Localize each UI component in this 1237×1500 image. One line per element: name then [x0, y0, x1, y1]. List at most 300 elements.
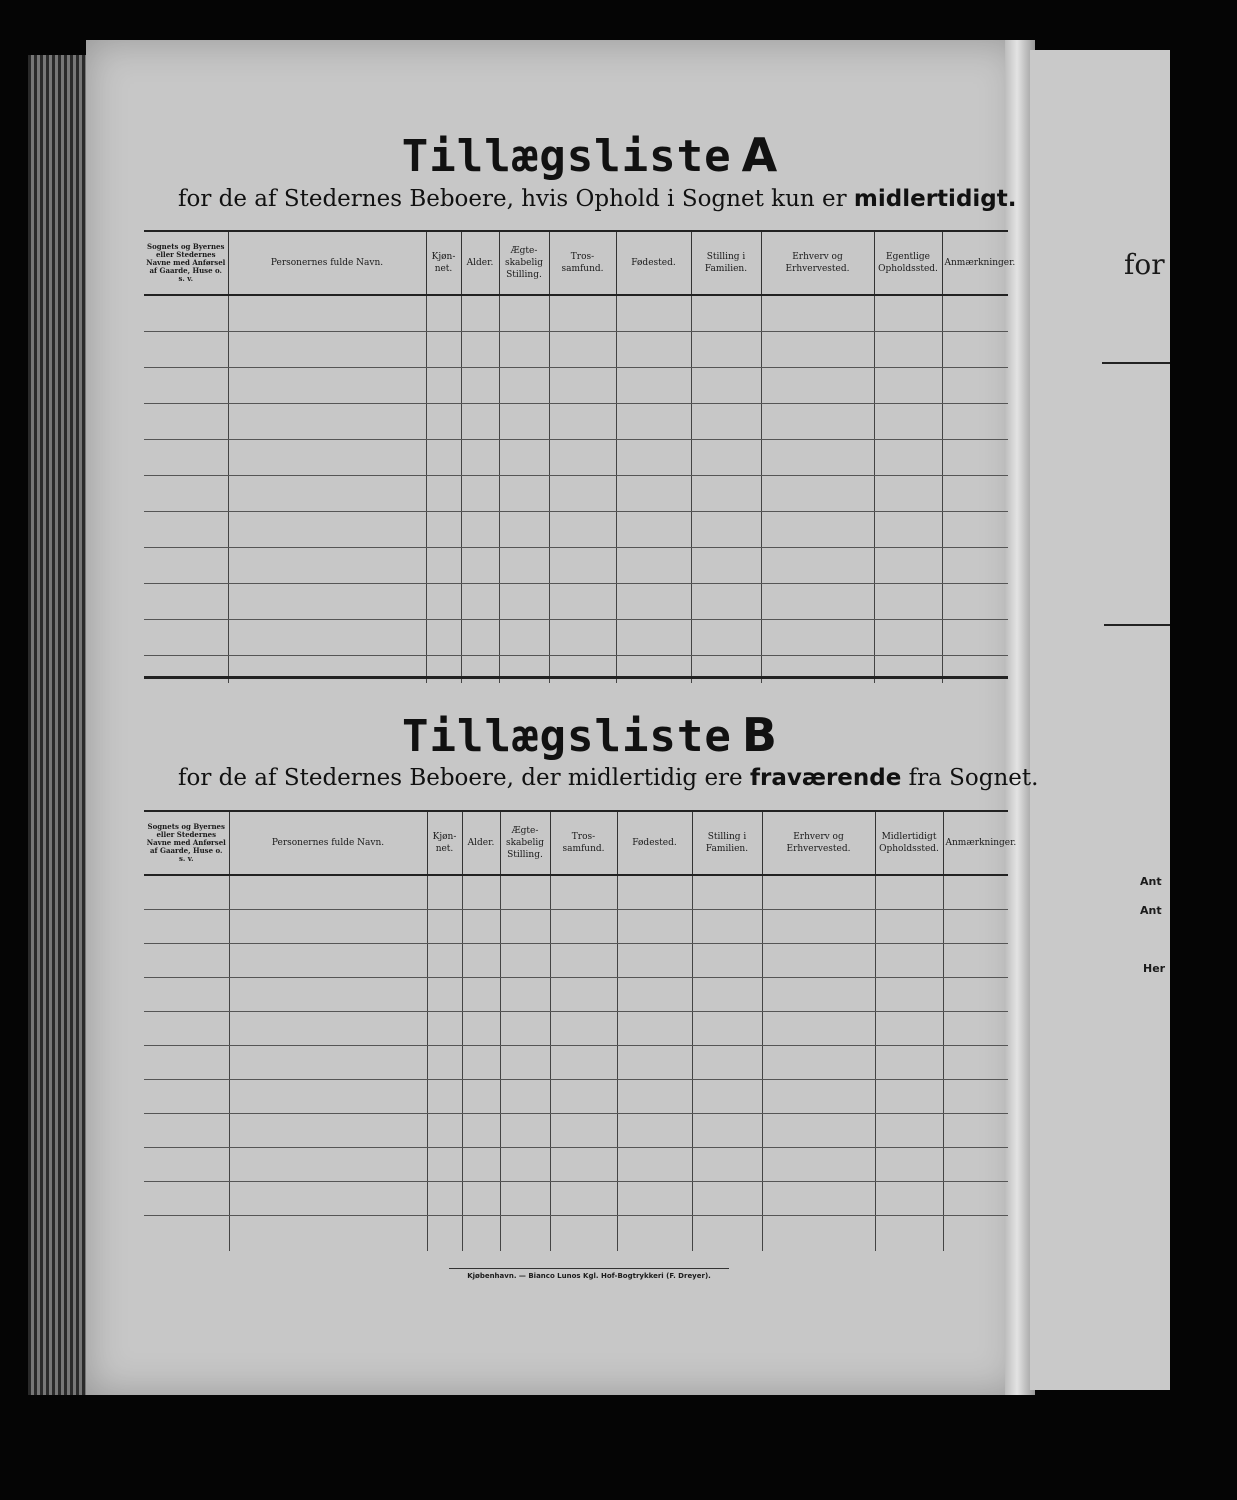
table-cell	[942, 511, 1008, 547]
facing-page-for: for	[1124, 248, 1165, 281]
table-cell	[461, 403, 499, 439]
table-cell	[762, 1045, 875, 1079]
table-cell	[229, 1113, 427, 1147]
table-cell	[427, 1079, 462, 1113]
table-cell	[762, 1113, 875, 1147]
a-col-birthplace: Fødested.	[616, 231, 691, 295]
table-row	[144, 331, 1008, 367]
table-row	[144, 875, 1008, 909]
table-cell	[426, 439, 461, 475]
table-cell	[228, 367, 426, 403]
table-cell	[144, 511, 228, 547]
table-cell	[549, 475, 616, 511]
table-cell	[692, 875, 762, 909]
table-cell	[942, 331, 1008, 367]
a-col-sex: Kjøn- net.	[426, 231, 461, 295]
table-cell	[616, 367, 691, 403]
table-cell	[461, 439, 499, 475]
table-cell	[550, 1045, 617, 1079]
table-cell	[144, 403, 228, 439]
table-row	[144, 619, 1008, 655]
table-cell	[942, 619, 1008, 655]
section-a-subtitle-text: for de af Stedernes Beboere, hvis Ophold i Sognet kun er	[178, 186, 854, 212]
table-cell	[427, 1147, 462, 1181]
table-cell	[875, 1181, 943, 1215]
table-row	[144, 977, 1008, 1011]
table-cell	[228, 439, 426, 475]
table-cell	[874, 583, 942, 619]
table-cell	[461, 475, 499, 511]
table-cell	[229, 1215, 427, 1251]
facing-page-rule	[1104, 624, 1170, 626]
table-cell	[228, 295, 426, 331]
table-cell	[617, 875, 692, 909]
table-cell	[229, 1011, 427, 1045]
table-cell	[692, 1147, 762, 1181]
table-cell	[617, 1045, 692, 1079]
table-cell	[427, 1113, 462, 1147]
b-col-birthplace: Fødested.	[617, 811, 692, 875]
table-cell	[691, 367, 761, 403]
table-cell	[942, 475, 1008, 511]
b-col-location: Sognets og Byernes eller Stedernes Navne med Anførsel af Gaarde, Huse o. s. v.	[144, 811, 229, 875]
table-cell	[499, 295, 549, 331]
table-cell	[144, 475, 228, 511]
table-cell	[426, 295, 461, 331]
table-cell	[500, 1011, 550, 1045]
table-cell	[462, 1147, 500, 1181]
table-cell	[761, 439, 874, 475]
table-cell	[462, 909, 500, 943]
table-cell	[426, 367, 461, 403]
table-cell	[229, 1079, 427, 1113]
table-cell	[761, 511, 874, 547]
table-row	[144, 403, 1008, 439]
table-cell	[500, 1147, 550, 1181]
table-cell	[228, 583, 426, 619]
table-cell	[144, 619, 228, 655]
table-cell	[499, 403, 549, 439]
table-cell	[228, 403, 426, 439]
table-cell	[617, 1079, 692, 1113]
table-cell	[549, 331, 616, 367]
table-cell	[549, 511, 616, 547]
a-col-name: Personernes fulde Navn.	[228, 231, 426, 295]
table-cell	[616, 475, 691, 511]
table-cell	[228, 475, 426, 511]
table-cell	[692, 1045, 762, 1079]
facing-page-rule	[1102, 362, 1170, 364]
table-row	[144, 475, 1008, 511]
table-cell	[874, 367, 942, 403]
table-cell	[617, 1215, 692, 1251]
section-b-table	[144, 810, 1017, 1251]
table-cell	[874, 295, 942, 331]
table-cell	[229, 943, 427, 977]
table-cell	[616, 619, 691, 655]
table-cell	[617, 1113, 692, 1147]
table-cell	[616, 403, 691, 439]
table-cell	[761, 367, 874, 403]
table-cell	[426, 475, 461, 511]
b-col-occupation: Erhverv og Erhvervested.	[762, 811, 875, 875]
table-cell	[762, 909, 875, 943]
a-col-location: Sognets og Byernes eller Stedernes Navne med Anførsel af Gaarde, Huse o. s. v.	[144, 231, 228, 295]
table-cell	[943, 1113, 1008, 1147]
table-cell	[943, 1181, 1008, 1215]
table-cell	[691, 511, 761, 547]
table-cell	[144, 1045, 229, 1079]
table-cell	[461, 619, 499, 655]
table-cell	[874, 439, 942, 475]
table-cell	[144, 943, 229, 977]
table-cell	[462, 977, 500, 1011]
table-row	[144, 295, 1008, 331]
table-cell	[692, 1079, 762, 1113]
table-cell	[144, 1181, 229, 1215]
table-cell	[500, 1045, 550, 1079]
table-cell	[144, 875, 229, 909]
table-cell	[461, 295, 499, 331]
table-cell	[229, 1181, 427, 1215]
table-cell	[144, 1147, 229, 1181]
section-b-subtitle-emphasis: fraværende	[749, 765, 902, 791]
table-cell	[691, 403, 761, 439]
table-cell	[549, 439, 616, 475]
table-cell	[692, 943, 762, 977]
table-cell	[617, 977, 692, 1011]
section-divider	[144, 676, 1008, 679]
b-col-family-position: Stilling i Familien.	[692, 811, 762, 875]
table-cell	[691, 439, 761, 475]
a-col-occupation: Erhverv og Erhvervested.	[761, 231, 874, 295]
section-b-header-row	[144, 811, 1008, 875]
table-cell	[426, 583, 461, 619]
table-cell	[943, 1079, 1008, 1113]
table-cell	[550, 943, 617, 977]
section-b-subtitle	[178, 765, 1038, 791]
table-cell	[616, 439, 691, 475]
table-cell	[942, 403, 1008, 439]
facing-page-fragment: Ant	[1140, 875, 1162, 888]
table-cell	[426, 331, 461, 367]
table-cell	[500, 943, 550, 977]
b-col-remarks: Anmærkninger.	[943, 811, 1008, 875]
table-cell	[499, 331, 549, 367]
table-cell	[500, 1079, 550, 1113]
table-row	[144, 583, 1008, 619]
table-cell	[762, 977, 875, 1011]
table-cell	[874, 511, 942, 547]
table-cell	[616, 331, 691, 367]
table-cell	[228, 511, 426, 547]
table-cell	[144, 1113, 229, 1147]
a-col-remarks: Anmærkninger.	[942, 231, 1008, 295]
table-cell	[762, 1215, 875, 1251]
table-cell	[549, 583, 616, 619]
section-a-heading	[380, 128, 800, 182]
table-cell	[942, 295, 1008, 331]
table-cell	[875, 1045, 943, 1079]
table-cell	[617, 943, 692, 977]
table-cell	[617, 1147, 692, 1181]
table-cell	[874, 475, 942, 511]
section-b-letter: B	[741, 708, 778, 762]
table-cell	[500, 1113, 550, 1147]
table-cell	[550, 1079, 617, 1113]
table-cell	[427, 1215, 462, 1251]
table-cell	[144, 583, 228, 619]
table-cell	[500, 875, 550, 909]
table-cell	[461, 583, 499, 619]
table-cell	[462, 1181, 500, 1215]
table-cell	[549, 403, 616, 439]
table-row	[144, 1181, 1008, 1215]
b-col-temporary-residence: Midlertidigt Opholdssted.	[875, 811, 943, 875]
table-cell	[692, 1113, 762, 1147]
table-cell	[875, 875, 943, 909]
table-cell	[550, 1147, 617, 1181]
section-a-header-row	[144, 231, 1008, 295]
table-cell	[499, 583, 549, 619]
table-cell	[550, 977, 617, 1011]
table-cell	[875, 1215, 943, 1251]
table-cell	[427, 1181, 462, 1215]
table-cell	[461, 331, 499, 367]
table-cell	[761, 547, 874, 583]
table-cell	[500, 1215, 550, 1251]
table-cell	[228, 547, 426, 583]
table-cell	[761, 475, 874, 511]
a-col-age: Alder.	[461, 231, 499, 295]
table-cell	[875, 943, 943, 977]
table-cell	[692, 1011, 762, 1045]
section-b-subtitle-end: fra Sognet.	[901, 765, 1039, 791]
table-cell	[616, 583, 691, 619]
table-cell	[943, 1045, 1008, 1079]
table-cell	[229, 875, 427, 909]
section-b-subtitle-text: for de af Stedernes Beboere, der midlertidig ere	[178, 765, 750, 791]
table-cell	[616, 547, 691, 583]
table-cell	[427, 1011, 462, 1045]
table-cell	[761, 619, 874, 655]
table-cell	[691, 475, 761, 511]
b-col-age: Alder.	[462, 811, 500, 875]
section-a-letter: A	[741, 128, 779, 182]
table-cell	[499, 439, 549, 475]
table-cell	[427, 875, 462, 909]
table-cell	[144, 295, 228, 331]
a-col-family-position: Stilling i Familien.	[691, 231, 761, 295]
table-cell	[692, 977, 762, 1011]
table-cell	[550, 1215, 617, 1251]
table-cell	[550, 1011, 617, 1045]
table-row	[144, 511, 1008, 547]
table-cell	[550, 909, 617, 943]
table-cell	[426, 547, 461, 583]
facing-page-fragment: Ant	[1140, 904, 1162, 917]
table-row	[144, 367, 1008, 403]
table-cell	[761, 295, 874, 331]
table-cell	[550, 1181, 617, 1215]
table-cell	[875, 1147, 943, 1181]
table-cell	[943, 943, 1008, 977]
table-cell	[943, 1147, 1008, 1181]
table-cell	[549, 295, 616, 331]
section-a-title: Tillægsliste	[401, 131, 732, 182]
table-row	[144, 547, 1008, 583]
b-col-marital: Ægte- skabelig Stilling.	[500, 811, 550, 875]
table-cell	[943, 875, 1008, 909]
table-cell	[942, 367, 1008, 403]
section-b-heading	[380, 708, 800, 762]
table-cell	[549, 547, 616, 583]
facing-page-fragment: Her	[1143, 962, 1166, 975]
table-cell	[762, 1181, 875, 1215]
table-cell	[228, 619, 426, 655]
table-cell	[692, 909, 762, 943]
table-cell	[229, 1147, 427, 1181]
table-cell	[462, 1045, 500, 1079]
table-cell	[874, 403, 942, 439]
table-cell	[762, 943, 875, 977]
table-cell	[692, 1215, 762, 1251]
table-cell	[144, 1011, 229, 1045]
table-cell	[762, 1011, 875, 1045]
table-cell	[427, 1045, 462, 1079]
table-cell	[761, 403, 874, 439]
table-row	[144, 1147, 1008, 1181]
table-row	[144, 1045, 1008, 1079]
table-cell	[144, 909, 229, 943]
table-cell	[617, 909, 692, 943]
table-cell	[144, 547, 228, 583]
table-cell	[144, 367, 228, 403]
table-cell	[549, 619, 616, 655]
table-cell	[691, 547, 761, 583]
table-cell	[875, 1079, 943, 1113]
table-cell	[549, 367, 616, 403]
table-cell	[499, 475, 549, 511]
table-row	[144, 1215, 1008, 1251]
table-cell	[499, 511, 549, 547]
table-cell	[691, 295, 761, 331]
table-cell	[499, 547, 549, 583]
table-cell	[691, 583, 761, 619]
table-cell	[616, 511, 691, 547]
table-row	[144, 1011, 1008, 1045]
table-cell	[874, 619, 942, 655]
table-cell	[144, 1215, 229, 1251]
table-cell	[942, 439, 1008, 475]
table-cell	[228, 331, 426, 367]
table-cell	[229, 1045, 427, 1079]
a-col-residence: Egentlige Opholdssted.	[874, 231, 942, 295]
table-cell	[462, 1079, 500, 1113]
table-cell	[691, 619, 761, 655]
table-cell	[144, 1079, 229, 1113]
a-col-marital: Ægte- skabelig Stilling.	[499, 231, 549, 295]
table-cell	[875, 977, 943, 1011]
table-cell	[550, 1113, 617, 1147]
table-row	[144, 943, 1008, 977]
table-cell	[426, 619, 461, 655]
table-cell	[875, 1113, 943, 1147]
table-cell	[617, 1011, 692, 1045]
table-cell	[762, 1147, 875, 1181]
table-cell	[462, 1113, 500, 1147]
table-cell	[229, 977, 427, 1011]
table-cell	[616, 295, 691, 331]
table-row	[144, 909, 1008, 943]
section-a-subtitle-emphasis: midlertidigt.	[853, 186, 1017, 212]
table-cell	[875, 909, 943, 943]
table-cell	[461, 547, 499, 583]
table-cell	[550, 875, 617, 909]
table-row	[144, 439, 1008, 475]
section-b-title: Tillægsliste	[402, 711, 732, 762]
table-cell	[462, 875, 500, 909]
table-cell	[426, 511, 461, 547]
table-cell	[427, 943, 462, 977]
b-col-name: Personernes fulde Navn.	[229, 811, 427, 875]
page-stack-edge	[28, 55, 88, 1395]
table-cell	[691, 331, 761, 367]
table-cell	[761, 583, 874, 619]
table-cell	[499, 619, 549, 655]
table-cell	[461, 367, 499, 403]
table-cell	[874, 331, 942, 367]
table-cell	[943, 1011, 1008, 1045]
table-cell	[692, 1181, 762, 1215]
a-col-religion: Tros- samfund.	[549, 231, 616, 295]
table-cell	[461, 511, 499, 547]
table-cell	[500, 909, 550, 943]
table-cell	[462, 1011, 500, 1045]
table-cell	[874, 547, 942, 583]
table-cell	[762, 875, 875, 909]
table-cell	[617, 1181, 692, 1215]
table-cell	[942, 583, 1008, 619]
table-cell	[875, 1011, 943, 1045]
table-cell	[943, 909, 1008, 943]
b-col-religion: Tros- samfund.	[550, 811, 617, 875]
table-cell	[144, 977, 229, 1011]
b-col-sex: Kjøn- net.	[427, 811, 462, 875]
table-cell	[462, 1215, 500, 1251]
table-cell	[144, 331, 228, 367]
table-cell	[942, 547, 1008, 583]
section-a-subtitle	[178, 186, 1016, 212]
table-cell	[761, 331, 874, 367]
table-cell	[762, 1079, 875, 1113]
table-cell	[943, 977, 1008, 1011]
table-cell	[943, 1215, 1008, 1251]
table-cell	[427, 977, 462, 1011]
table-cell	[500, 977, 550, 1011]
table-cell	[426, 403, 461, 439]
table-row	[144, 1113, 1008, 1147]
table-cell	[427, 909, 462, 943]
table-row	[144, 1079, 1008, 1113]
table-cell	[462, 943, 500, 977]
table-cell	[144, 439, 228, 475]
printer-imprint: Kjøbenhavn. — Bianco Lunos Kgl. Hof-Bogtrykkeri (F. Dreyer).	[449, 1268, 729, 1280]
table-cell	[229, 909, 427, 943]
section-a-table	[144, 230, 1016, 683]
table-cell	[500, 1181, 550, 1215]
table-cell	[499, 367, 549, 403]
